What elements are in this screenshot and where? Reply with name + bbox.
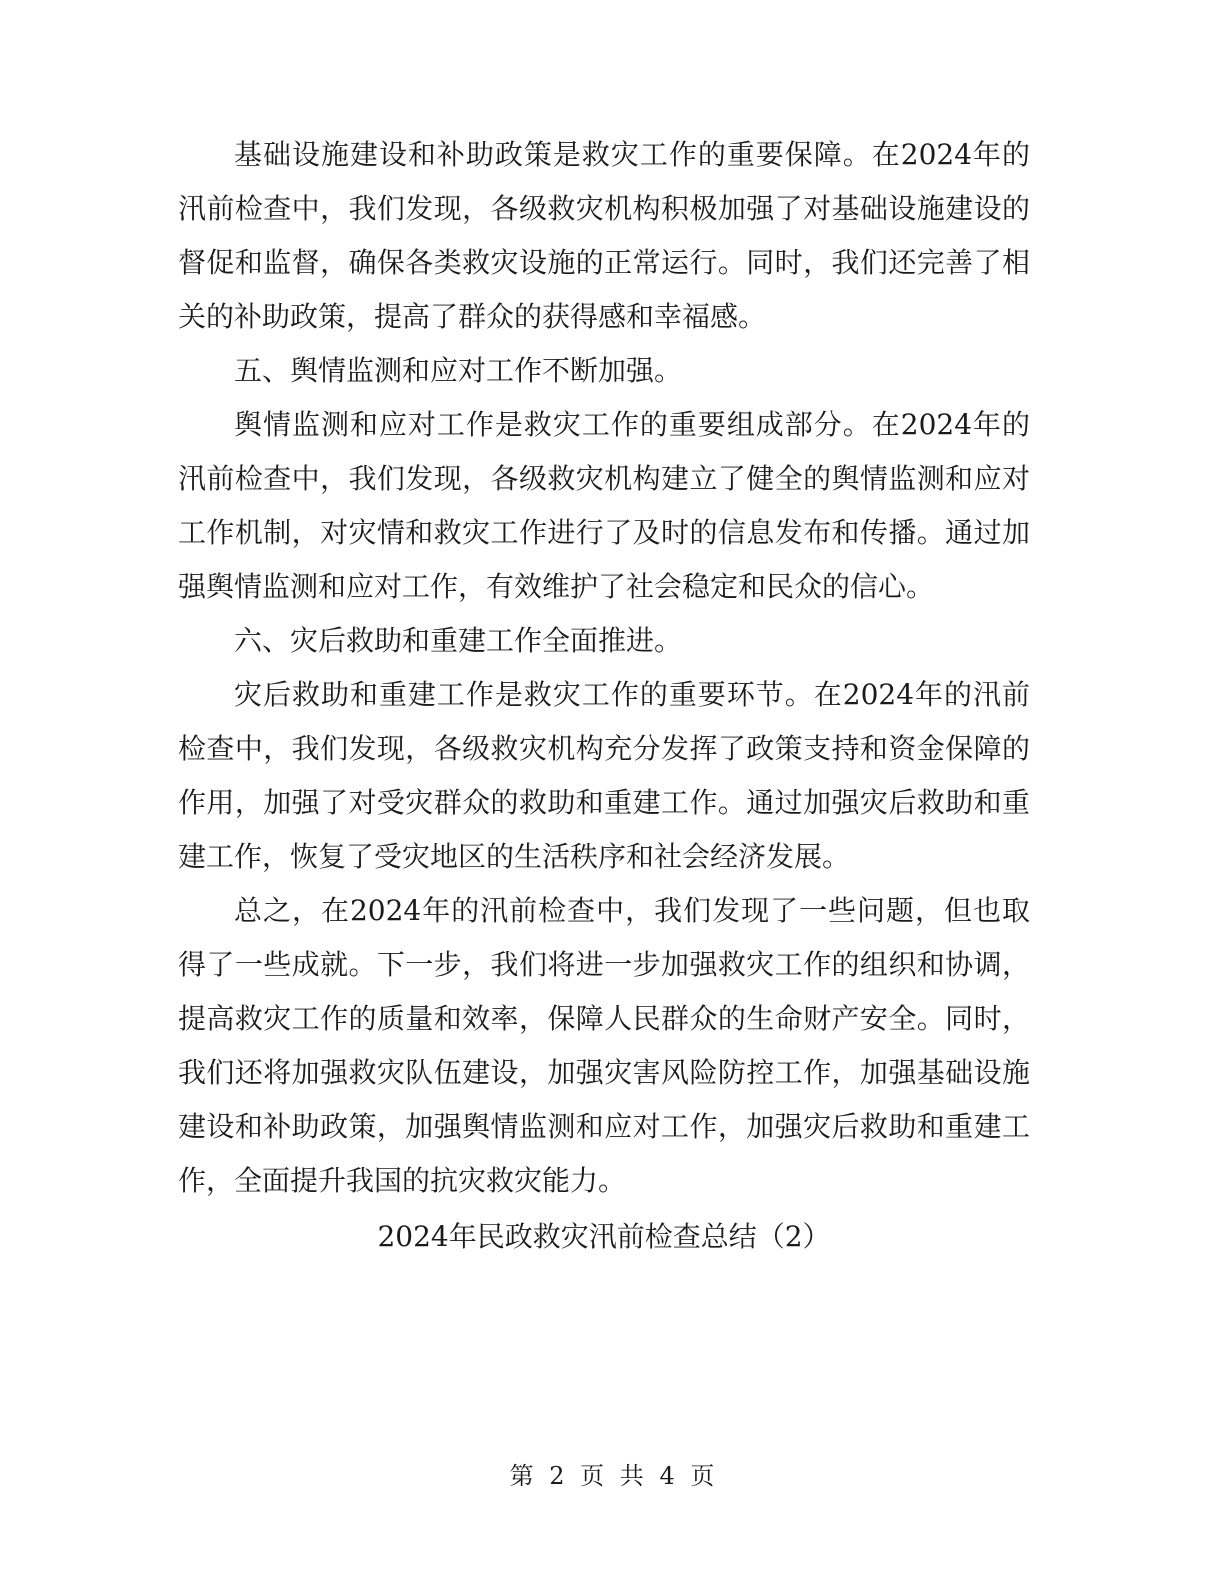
paragraph-summary: 总之，在2024年的汛前检查中，我们发现了一些问题，但也取得了一些成就。下一步，我们将进一步加强救灾工作的组织和协调，提高救灾工作的质量和效率，保障人民群众的生命财产安全。同时，我们还将加强救灾队伍建设，加强灾害风险防控工作，加强基础设施建设和补助政策，加强舆情监测和应对工作，加强灾后救助和重建工作，全面提升我国的抗灾救灾能力。 — [178, 894, 1030, 1197]
section-title: 2024年民政救灾汛前检查总结（2） — [377, 1220, 831, 1253]
heading-public-opinion: 五、舆情监测和应对工作不断加强。 — [234, 354, 683, 387]
page-number-footer: 第 2 页 共 4 页 — [509, 1462, 715, 1490]
document-page — [178, 128, 1030, 1264]
heading-post-disaster: 六、灾后救助和重建工作全面推进。 — [234, 624, 683, 657]
paragraph-post-disaster: 灾后救助和重建工作是救灾工作的重要环节。在2024年的汛前检查中，我们发现，各级救灾机构充分发挥了政策支持和资金保障的作用，加强了对受灾群众的救助和重建工作。通过加强灾后救助和重建工作，恢复了受灾地区的生活秩序和社会经济发展。 — [178, 678, 1030, 873]
paragraph-infrastructure: 基础设施建设和补助政策是救灾工作的重要保障。在2024年的汛前检查中，我们发现，各级救灾机构积极加强了对基础设施建设的督促和监督，确保各类救灾设施的正常运行。同时，我们还完善了相关的补助政策，提高了群众的获得感和幸福感。 — [178, 138, 1030, 333]
paragraph-public-opinion: 舆情监测和应对工作是救灾工作的重要组成部分。在2024年的汛前检查中，我们发现，各级救灾机构建立了健全的舆情监测和应对工作机制，对灾情和救灾工作进行了及时的信息发布和传播。通过加强舆情监测和应对工作，有效维护了社会稳定和民众的信心。 — [178, 408, 1030, 603]
